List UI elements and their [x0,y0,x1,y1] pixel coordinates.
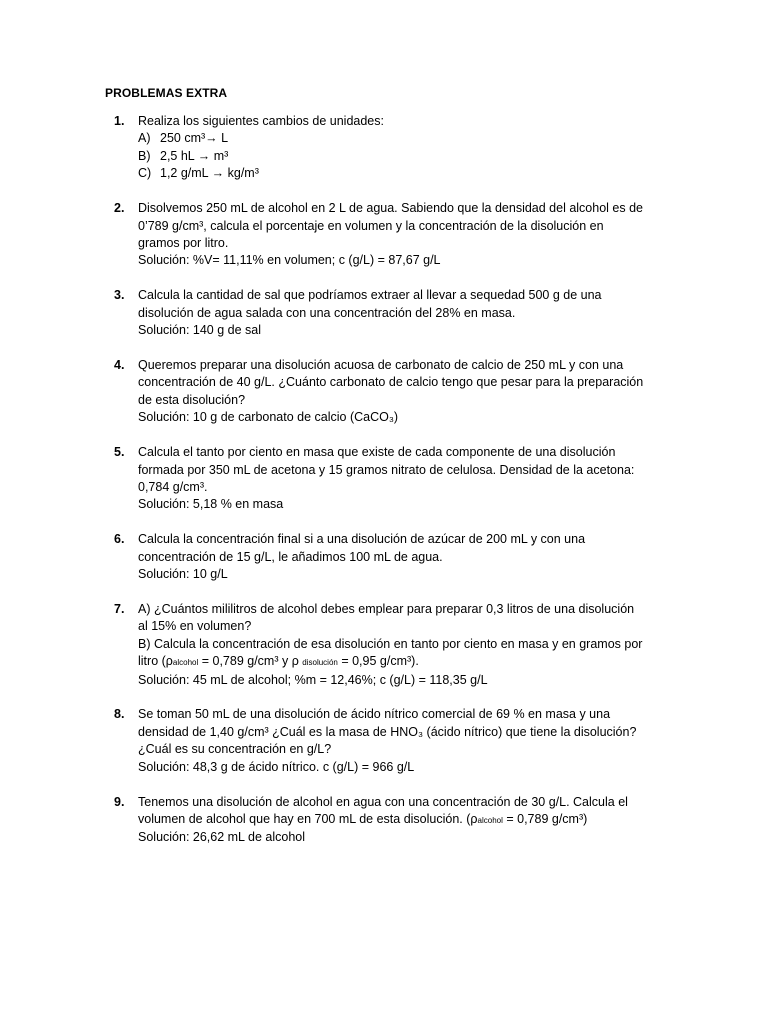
problem-7 [105,601,665,689]
sub-item-text: 2,5 hL → m³ [160,148,229,163]
text-run: = 0,789 g/cm³) [502,812,588,826]
problem-solution: Solución: 10 g de carbonato de calcio (CaCO₃) [138,410,399,425]
problem-solution: Solución: 48,3 g de ácido nítrico. c (g/L) = 966 g/L [138,759,415,774]
problem-text-line: B) Calcula la concentración de esa disolución en tanto por ciento en masa y en gramos por [138,636,643,651]
text-run: volumen de alcohol que hay en 700 mL de esta disolución. (ρ [138,812,478,826]
problem-4 [105,357,665,427]
problem-solution: Solución: 45 mL de alcohol; %m = 12,46%; c (g/L) = 118,35 g/L [138,672,488,687]
sub-item-text: 250 cm³→ L [160,131,229,146]
sub-item-a [138,130,665,147]
problem-text-line: de esta disolución? [138,392,246,407]
problem-text-line: Calcula la concentración final si a una disolución de azúcar de 200 mL y con una [138,532,586,547]
problem-text-line: formada por 350 mL de acetona y 15 gramos nitrato de celulosa. Densidad de la acetona: [138,462,635,477]
text-run: = 0,789 g/cm³ y ρ [198,654,303,669]
sub-item-text: 1,2 g/mL → kg/m³ [160,166,259,181]
problem-number: 5. [114,445,125,460]
text-run: = 0,95 g/cm³). [337,654,419,669]
sub-item-c [138,165,665,182]
problem-6 [105,531,665,583]
problem-number: 6. [114,532,125,547]
problem-number: 7. [114,601,125,616]
sub-item-letter: C) [138,166,152,181]
problem-text-line: densidad de 1,40 g/cm³ ¿Cuál es la masa de HNO₃ (ácido nítrico) que tiene la disolución? [138,724,637,739]
problem-text-line: Queremos preparar una disolución acuosa de carbonato de calcio de 250 mL y con una [138,357,624,372]
problem-solution: Solución: 10 g/L [138,567,228,582]
problem-text: Realiza los siguientes cambios de unidades: [138,114,384,128]
problem-number: 3. [114,288,125,303]
problem-text-line: disolución de agua salada con una concentración del 28% en masa. [138,305,516,320]
subscript-alcohol: alcohol [172,658,199,668]
problem-solution: Solución: %V= 11,11% en volumen; c (g/L) = 87,67 g/L [138,253,441,268]
problem-5 [105,444,665,514]
problem-solution: Solución: 5,18 % en masa [138,497,284,512]
sub-item-letter: A) [138,131,151,146]
text-run: litro (ρ [138,654,173,669]
problem-8 [105,706,665,776]
problem-text-line: A) ¿Cuántos mililitros de alcohol debes emplear para preparar 0,3 litros de una disolución [138,601,635,616]
document-title: PROBLEMAS EXTRA [105,86,228,100]
problem-solution: Solución: 26,62 mL de alcohol [138,830,306,845]
problem-3 [105,287,665,339]
sub-item-letter: B) [138,148,151,163]
problem-number: 1. [114,114,125,128]
problem-text-line: ¿Cuál es su concentración en g/L? [138,742,332,757]
problem-text-line [138,653,665,671]
problem-text-line: al 15% en volumen? [138,619,252,634]
sub-item-b [138,148,665,165]
problem-number: 2. [114,201,125,216]
problem-text-line: Calcula la cantidad de sal que podríamos extraer al llevar a sequedad 500 g de una [138,288,602,303]
problem-text-line: Disolvemos 250 mL de alcohol en 2 L de agua. Sabiendo que la densidad del alcohol es de [138,201,643,216]
problem-text-line: Calcula el tanto por ciento en masa que existe de cada componente de una disolución [138,445,616,460]
problem-text-line: concentración de 15 g/L, le añadimos 100 mL de agua. [138,549,443,564]
problem-number: 4. [114,357,125,372]
problem-number: 8. [114,707,125,722]
problem-text-line: gramos por litro. [138,235,229,250]
problem-text-line: Tenemos una disolución de alcohol en agua con una concentración de 30 g/L. Calcula el [138,794,628,809]
problem-number: 9. [114,794,125,809]
subscript-disolucion: disolución [302,658,338,668]
problem-text-line: 0’789 g/cm³, calcula el porcentaje en volumen y la concentración de la disolución en [138,218,604,233]
problem-9 [105,794,665,847]
problem-1 [105,113,665,183]
problem-text-line: concentración de 40 g/L. ¿Cuánto carbonato de calcio tengo que pesar para la preparación [138,375,644,390]
problem-2 [105,200,665,270]
problem-text-line: 0,784 g/cm³. [138,479,208,494]
problem-solution: Solución: 140 g de sal [138,323,262,338]
subscript-alcohol: alcohol [477,816,503,825]
problem-text-line [138,811,665,829]
problem-text-line: Se toman 50 mL de una disolución de ácido nítrico comercial de 69 % en masa y una [138,707,611,722]
problem-list [105,113,665,864]
